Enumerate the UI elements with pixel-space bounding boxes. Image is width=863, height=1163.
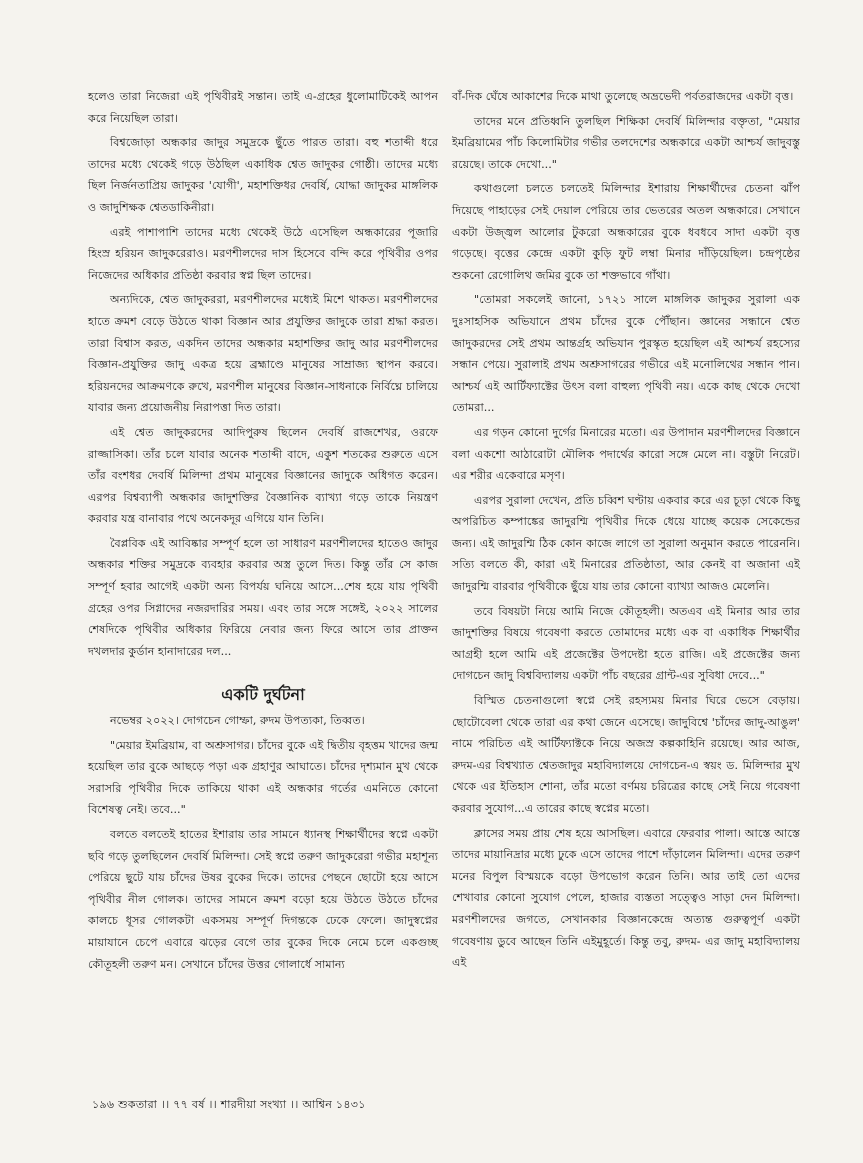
paragraph: বিস্মিত চেতনাগুলো স্বপ্নে সেই রহস্যময় মিনার ঘিরে ভেসে বেড়ায়। ছোটোবেলা থেকে তারা এর কথা জেনে এসেছে। জাদুবিশ্বে 'চাঁদের জাদু-আঙুল' নামে পরিচিত এই আর্টিফ্যাক্টকে নিয়ে অজস্র কল্পকাহিনি রয়েছে। আর আজ, রুদম-এর বিশ্বখ্যাত শ্বেতজাদুর মহাবিদ্যালয়ে দোগচেন-এ স্বয়ং ড. মিলিন্দার মুখ থেকে এর ইতিহাস শোনা, তাঁর মতো বর্ণময় চরিত্রের কাছে সেই নিয়ে গবেষণা করবার সুযোগ...এ তারের কাছে স্বপ্নের মতো। <box>452 694 800 815</box>
paragraph: অন্যদিকে, শ্বেত জাদুকররা, মরণশীলদের মধ্যেই মিশে থাকত। মরণশীলদের হাতে ক্রমশ বেড়ে উঠতে থাকা বিজ্ঞান আর প্রযুক্তির জাদুকে তারা শ্রদ্ধা করত। তারা বিশ্বাস করত, একদিন তাদের অন্ধকার মহাশক্তির জাদু আর মরণশীলদের বিজ্ঞান-প্রযুক্তির জাদু একত্র হয়ে ব্রহ্মাণ্ডে মানুষের সাম্রাজ্য স্থাপন করবে। হরিয়নদের আক্রমণকে রুখে, মরণশীল মানুষের বিজ্ঞান-সাধনাকে নির্বিঘ্নে চালিয়ে যাবার জন্য প্রয়োজনীয় নিরাপত্তা দিত তারা। <box>88 293 438 415</box>
paragraph: বাঁ-দিক ঘেঁষে আকাশের দিকে মাথা তুলেছে অভ্রভেদী পর্বতরাজদের একটা বৃত্ত। <box>452 90 794 103</box>
paragraph: এই শ্বেত জাদুকরদের আদিপুরুষ ছিলেন দেবর্ষি রাজশেখর, ওরফে রাজ্জাসিকা। তাঁর চলে যাবার অনেক শতাব্দী বাদে, একুশ শতকের শুরুতে এসে তাঁর বংশধর দেবর্ষি মিলিন্দা প্রথম মানুষের বিজ্ঞানের জাদুকে অধিগত করেন। এরপর বিশ্বব্যাপী অন্ধকার জাদুশক্তির বৈজ্ঞানিক ব্যাখ্যা গড়ে তাকে নিয়ন্ত্রণ করবার যন্ত্র বানাবার পথে অনেকদূর এগিয়ে যান তিনি। <box>88 425 438 526</box>
paragraph: এরই পাশাপাশি তাদের মধ্যে থেকেই উঠে এসেছিল অন্ধকারের পূজারি হিংস্র হরিয়ন জাদুকরেরাও। মরণশীলদের দাস হিসেবে বন্দি করে পৃথিবীর ওপর নিজেদের অধিকার প্রতিষ্ঠা করবার স্বপ্ন ছিল তাদের। <box>88 225 438 282</box>
paragraph: এর গড়ন কোনো দুর্গের মিনারের মতো। এর উপাদান মরণশীলদের বিজ্ঞানে বলা একশো আঠারোটা মৌলিক পদার্থের কারো সঙ্গে মেলে না। বস্তুটা নিরেট। এর শরীর একেবারে মসৃণ। <box>452 425 800 483</box>
dateline: নভেম্বর ২০২২। দোগচেন গোম্ফা, রুদম উপত্যকা, তিব্বত। <box>110 714 365 728</box>
paragraph: কথাগুলো চলতে চলতেই মিলিন্দার ইশারায় শিক্ষার্থীদের চেতনা ঝাঁপ দিয়েছে পাহাড়ের সেই দেয়াল পেরিয়ে তার ভেতরের অতল অন্ধকারে। সেখানে একটা উজ্জ্বল আলোর টুকরো অন্ধকারের বুকে ধবধবে সাদা একটা বৃত্ত গড়েছে। বৃত্তের কেন্দ্রে একটা কুড়ি ফুট লম্বা মিনার দাঁড়িয়েছিল। চন্দ্রপৃষ্ঠের শুকনো রেগোলিথ জমির বুকে তা শক্তভাবে গাঁথা। <box>452 182 800 282</box>
right-column <box>452 86 800 977</box>
paragraph: হলেও তারা নিজেরা এই পৃথিবীরই সন্তান। তাই এ-গ্রহের ধুলোমাটিকেই আপন করে নিয়েছিল তারা। <box>88 90 438 125</box>
page-footer: ১৯৬ শুকতারা ।। ৭৭ বর্ষ ।। শারদীয়া সংখ্যা ।। আশ্বিন ১৪৩১ <box>92 1098 366 1111</box>
paragraph: বিশ্বজোড়া অন্ধকার জাদুর সমুদ্রকে ছুঁতে পারত তারা। বহু শতাব্দী ধরে তাদের মধ্যে থেকেই গড়ে উঠছিল একাধিক শ্বেত জাদুকর গোষ্ঠী। তাদের মধ্যে ছিল নির্জনতাপ্রিয় জাদুকর 'যোগী', মহাশক্তিধর দেবর্ষি, যোদ্ধা জাদুকর মাঙ্গলিক ও জাদুশিক্ষক শ্বেতডাকিনীরা। <box>88 136 438 214</box>
paragraph: তাদের মনে প্রতিধ্বনি তুলছিল শিক্ষিকা দেবর্ষি মিলিন্দার বক্তৃতা, "মেয়ার ইমব্রিয়ামের পাঁচ কিলোমিটার গভীর তলদেশের অন্ধকারে একটা আশ্চর্য জাদুবস্তু রয়েছে। তাকে দেখো..." <box>452 114 800 171</box>
section-heading: একটি দুর্ঘটনা <box>221 685 305 705</box>
paragraph: বৈপ্লবিক এই আবিষ্কার সম্পূর্ণ হলে তা সাধারণ মরণশীলদের হাতেও জাদুর অন্ধকার শক্তির সমুদ্রকে ব্যবহার করবার অস্ত্র তুলে দিত। কিন্তু তাঁর সে কাজ সম্পূর্ণ হবার আগেই একটা অন্য বিপর্যয় ঘনিয়ে আসে...শেষ হয়ে যায় পৃথিবী গ্রহের ওপর সিগ্নাদের নজরদারির সময়। এবং তার সঙ্গে সঙ্গেই, ২০২২ সালের শেষদিকে পৃথিবীর অধিকার ফিরিয়ে নেবার জন্য ফিরে আসে তার প্রাক্তন দখলদার কুর্ডান হানাদারের দল... <box>88 536 438 658</box>
paragraph: তবে বিষয়টা নিয়ে আমি নিজে কৌতূহলী। অতএব এই মিনার আর তার জাদুশক্তির বিষয়ে গবেষণা করতে তোমাদের মধ্যে এক বা একাধিক শিক্ষার্থীর আগ্রহী হলে আমি এই প্রজেক্টের উপদেষ্টা হতে রাজি। এই প্রজেক্টের জন্য দোগচেন জাদু বিশ্ববিদ্যালয় একটা পাঁচ বছরের গ্রান্ট-এর সুবিধা দেবে..." <box>452 604 800 683</box>
paragraph: "মেয়ার ইমব্রিয়াম, বা অশ্রুসাগর। চাঁদের বুকে এই দ্বিতীয় বৃহত্তম খাদের জন্ম হয়েছিল তার বুকে আছড়ে পড়া এক গ্রহাণুর আঘাতে। চাঁদের দৃশ্যমান মুখ থেকে সরাসরি পৃথিবীর দিকে তাকিয়ে থাকা এই অন্ধকার গর্তের এমনিতে কোনো বিশেষত্ব নেই। তবে..." <box>88 738 438 817</box>
paragraph: ক্লাসের সময় প্রায় শেষ হয়ে আসছিল। এবারে ফেরবার পালা। আস্তে আস্তে তাদের মায়ানিদ্রার মধ্যে ঢুকে এসে তাদের পাশে দাঁড়ালেন মিলিন্দা। এদের তরুণ মনের বিপুল বিস্ময়কে বড়ো উপভোগ করেন তিনি। আর তাই তো এদের শেখাবার কোনো সুযোগ পেলে, হাজার ব্যস্ততা সত্ত্বেও সাড়া দেন মিলিন্দা। মরণশীলদের জগতে, সেখানকার বিজ্ঞানকেন্দ্রে অত্যন্ত গুরুত্বপূর্ণ একটা গবেষণায় ডুবে আছেন তিনি এইমুহূর্তে। কিন্তু তবু, রুদম- এর জাদু মহাবিদ্যালয় এই <box>452 826 800 970</box>
left-column <box>88 86 438 978</box>
paragraph: বলতে বলতেই হাতের ইশারায় তার সামনে ধ্যানস্থ শিক্ষার্থীদের স্বপ্নে একটা ছবি গড়ে তুলছিলেন দেবর্ষি মিলিন্দা। সেই স্বপ্নে তরুণ জাদুকরেরা গভীর মহাশূন্য পেরিয়ে ছুটে যায় চাঁদের উষর বুকের দিকে। তাদের পেছনে ছোটো হয়ে আসে পৃথিবীর নীল গোলক। তাদের সামনে ক্রমশ বড়ো হয়ে উঠতে উঠতে চাঁদের কালচে ধূসর গোলকটা একসময় সম্পূর্ণ দিগন্তকে ঢেকে ফেলে। জাদুস্বপ্নের মায়াযানে চেপে এবারে ঝড়ের বেগে তার বুকের দিকে নেমে চলে একগুচ্ছ কৌতূহলী তরুণ মন। সেখানে চাঁদের উত্তর গোলার্ধে সামান্য <box>88 828 438 971</box>
paragraph: "তোমরা সকলেই জানো, ১৭২১ সালে মাঙ্গলিক জাদুকর সুরালা এক দুঃসাহসিক অভিযানে প্রথম চাঁদের বুকে পৌঁছান। জ্ঞানের সন্ধানে শ্বেত জাদুকরদের সেই প্রথম আন্তর্গ্রহ অভিযান পুরস্কৃত হয়েছিল এই আশ্চর্য রহস্যের সন্ধান পেয়ে। সুরালাই প্রথম অশ্রুসাগরের গভীরে এই মনোলিথের সন্ধান পান। আশ্চর্য এই আর্টিফ্যাক্টের উৎস বলা বাহুল্য পৃথিবী নয়। একে কাছ থেকে দেখো তোমরা... <box>452 293 800 415</box>
paragraph: এরপর সুরালা দেখেন, প্রতি চব্বিশ ঘণ্টায় একবার করে এর চূড়া থেকে কিছু অপরিচিত কম্পাঙ্কের জাদুরশ্মি পৃথিবীর দিকে ধেয়ে যাচ্ছে কয়েক সেকেন্ডের জন্য। এই জাদুরশ্মি ঠিক কোন কাজে লাগে তা সুরালা অনুমান করতে পারেননি। সত্যি বলতে কী, কারা এই মিনারের প্রতিষ্ঠাতা, আর কেনই বা অজানা এই জাদুরশ্মি বারবার পৃথিবীকে ছুঁয়ে যায় তার কোনো ব্যাখ্যা আজও মেলেনি। <box>452 493 800 594</box>
